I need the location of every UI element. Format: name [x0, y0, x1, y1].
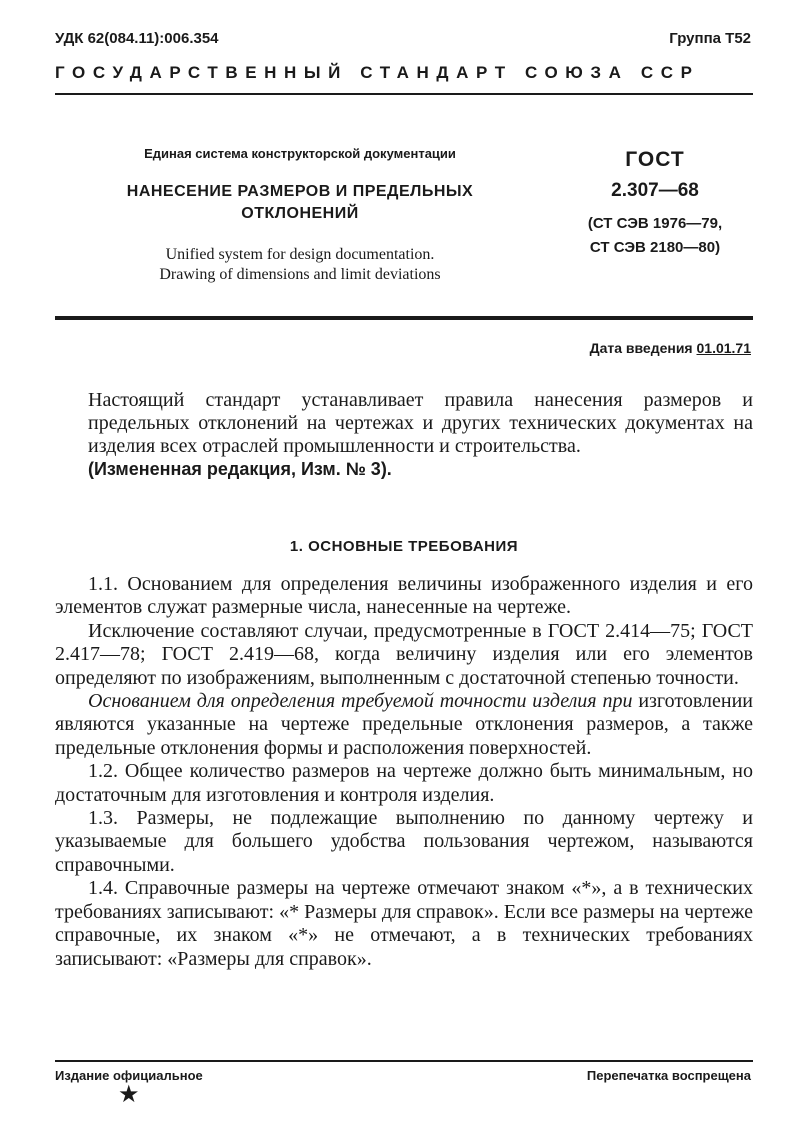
reprint-prohibited-label: Перепечатка воспрещена: [586, 1068, 751, 1083]
english-title: [95, 245, 505, 285]
paragraph-exception: Исключение составляют случаи, предусмотренные в ГОСТ 2.414—75; ГОСТ 2.417—78; ГОСТ 2.419—68, когда величину изделия или его элементов определяют по изображениям, выполненным с достаточной степенью точности.: [55, 619, 753, 689]
gost-number: 2.307—68: [611, 180, 699, 201]
accuracy-rest: изготовлении являются указанные на чертеже предельные отклонения размеров, а также предельные отклонения формы и расположения поверхностей.: [55, 690, 753, 759]
footer-divider: [55, 1060, 753, 1062]
cmea-line-1: (СТ СЭВ 1976—79,: [587, 215, 723, 232]
title-line-2: ОТКЛОНЕНИЙ: [241, 205, 359, 222]
udk-code: УДК 62(084.11):006.354: [55, 30, 219, 47]
intro-revision: (Измененная редакция, Изм. № 3).: [88, 459, 392, 479]
title-line-1: НАНЕСЕНИЕ РАЗМЕРОВ И ПРЕДЕЛЬНЫХ: [126, 183, 474, 200]
title-divider: [55, 316, 753, 320]
paragraph-1-1: 1.1. Основанием для определения величины изображенного изделия и его элементов служат размерные числа, нанесенные на чертеже.: [55, 573, 753, 619]
accuracy-italic: Основанием для определения требуемой точности изделия при: [88, 690, 633, 713]
paragraph-1-4: 1.4. Справочные размеры на чертеже отмечают знаком «*», а в технических требованиях записывают: «* Размеры для справок». Если все размеры на чертеже справочные, их знаком «*» не отмечают, а в технических требованиях записывают: «Размеры для справок».: [55, 877, 753, 970]
paragraph-accuracy: [55, 690, 753, 760]
gost-label: ГОСТ: [625, 148, 685, 171]
english-line-1: Unified system for design documentation.: [165, 246, 435, 263]
official-edition-label: Издание официальное: [55, 1068, 203, 1083]
section-heading: 1. ОСНОВНЫЕ ТРЕБОВАНИЯ: [289, 538, 519, 555]
intro-text: Настоящий стандарт устанавливает правила нанесения размеров и предельных отклонений на чертежах и других технических документах на изделия всех отраслей промышленности и строительства.: [88, 389, 753, 457]
date-value: 01.01.71: [696, 340, 751, 356]
header-divider: [55, 93, 753, 95]
cmea-line-2: СТ СЭВ 2180—80): [589, 239, 721, 256]
paragraph-1-2: 1.2. Общее количество размеров на чертеже должно быть минимальным, но достаточным для изготовления и контроля изделия.: [55, 760, 753, 806]
section-body: [55, 573, 753, 971]
cmea-references: [560, 212, 750, 260]
introduction-date: [590, 340, 751, 356]
group-code: Группа Т52: [669, 30, 751, 47]
star-icon: ★: [118, 1082, 140, 1108]
english-line-2: Drawing of dimensions and limit deviations: [159, 266, 441, 283]
date-label: Дата введения: [589, 340, 693, 356]
gost-block: [560, 148, 750, 260]
system-name: Единая система конструкторской документации: [144, 146, 456, 161]
document-title: [95, 181, 505, 225]
paragraph-1-3: 1.3. Размеры, не подлежащие выполнению по данному чертежу и указываемые для большего удобства пользования чертежом, называются справочными.: [55, 807, 753, 876]
state-standard-heading: ГОСУДАРСТВЕННЫЙ СТАНДАРТ СОЮЗА ССР: [55, 63, 700, 82]
intro-paragraph: [88, 389, 753, 481]
